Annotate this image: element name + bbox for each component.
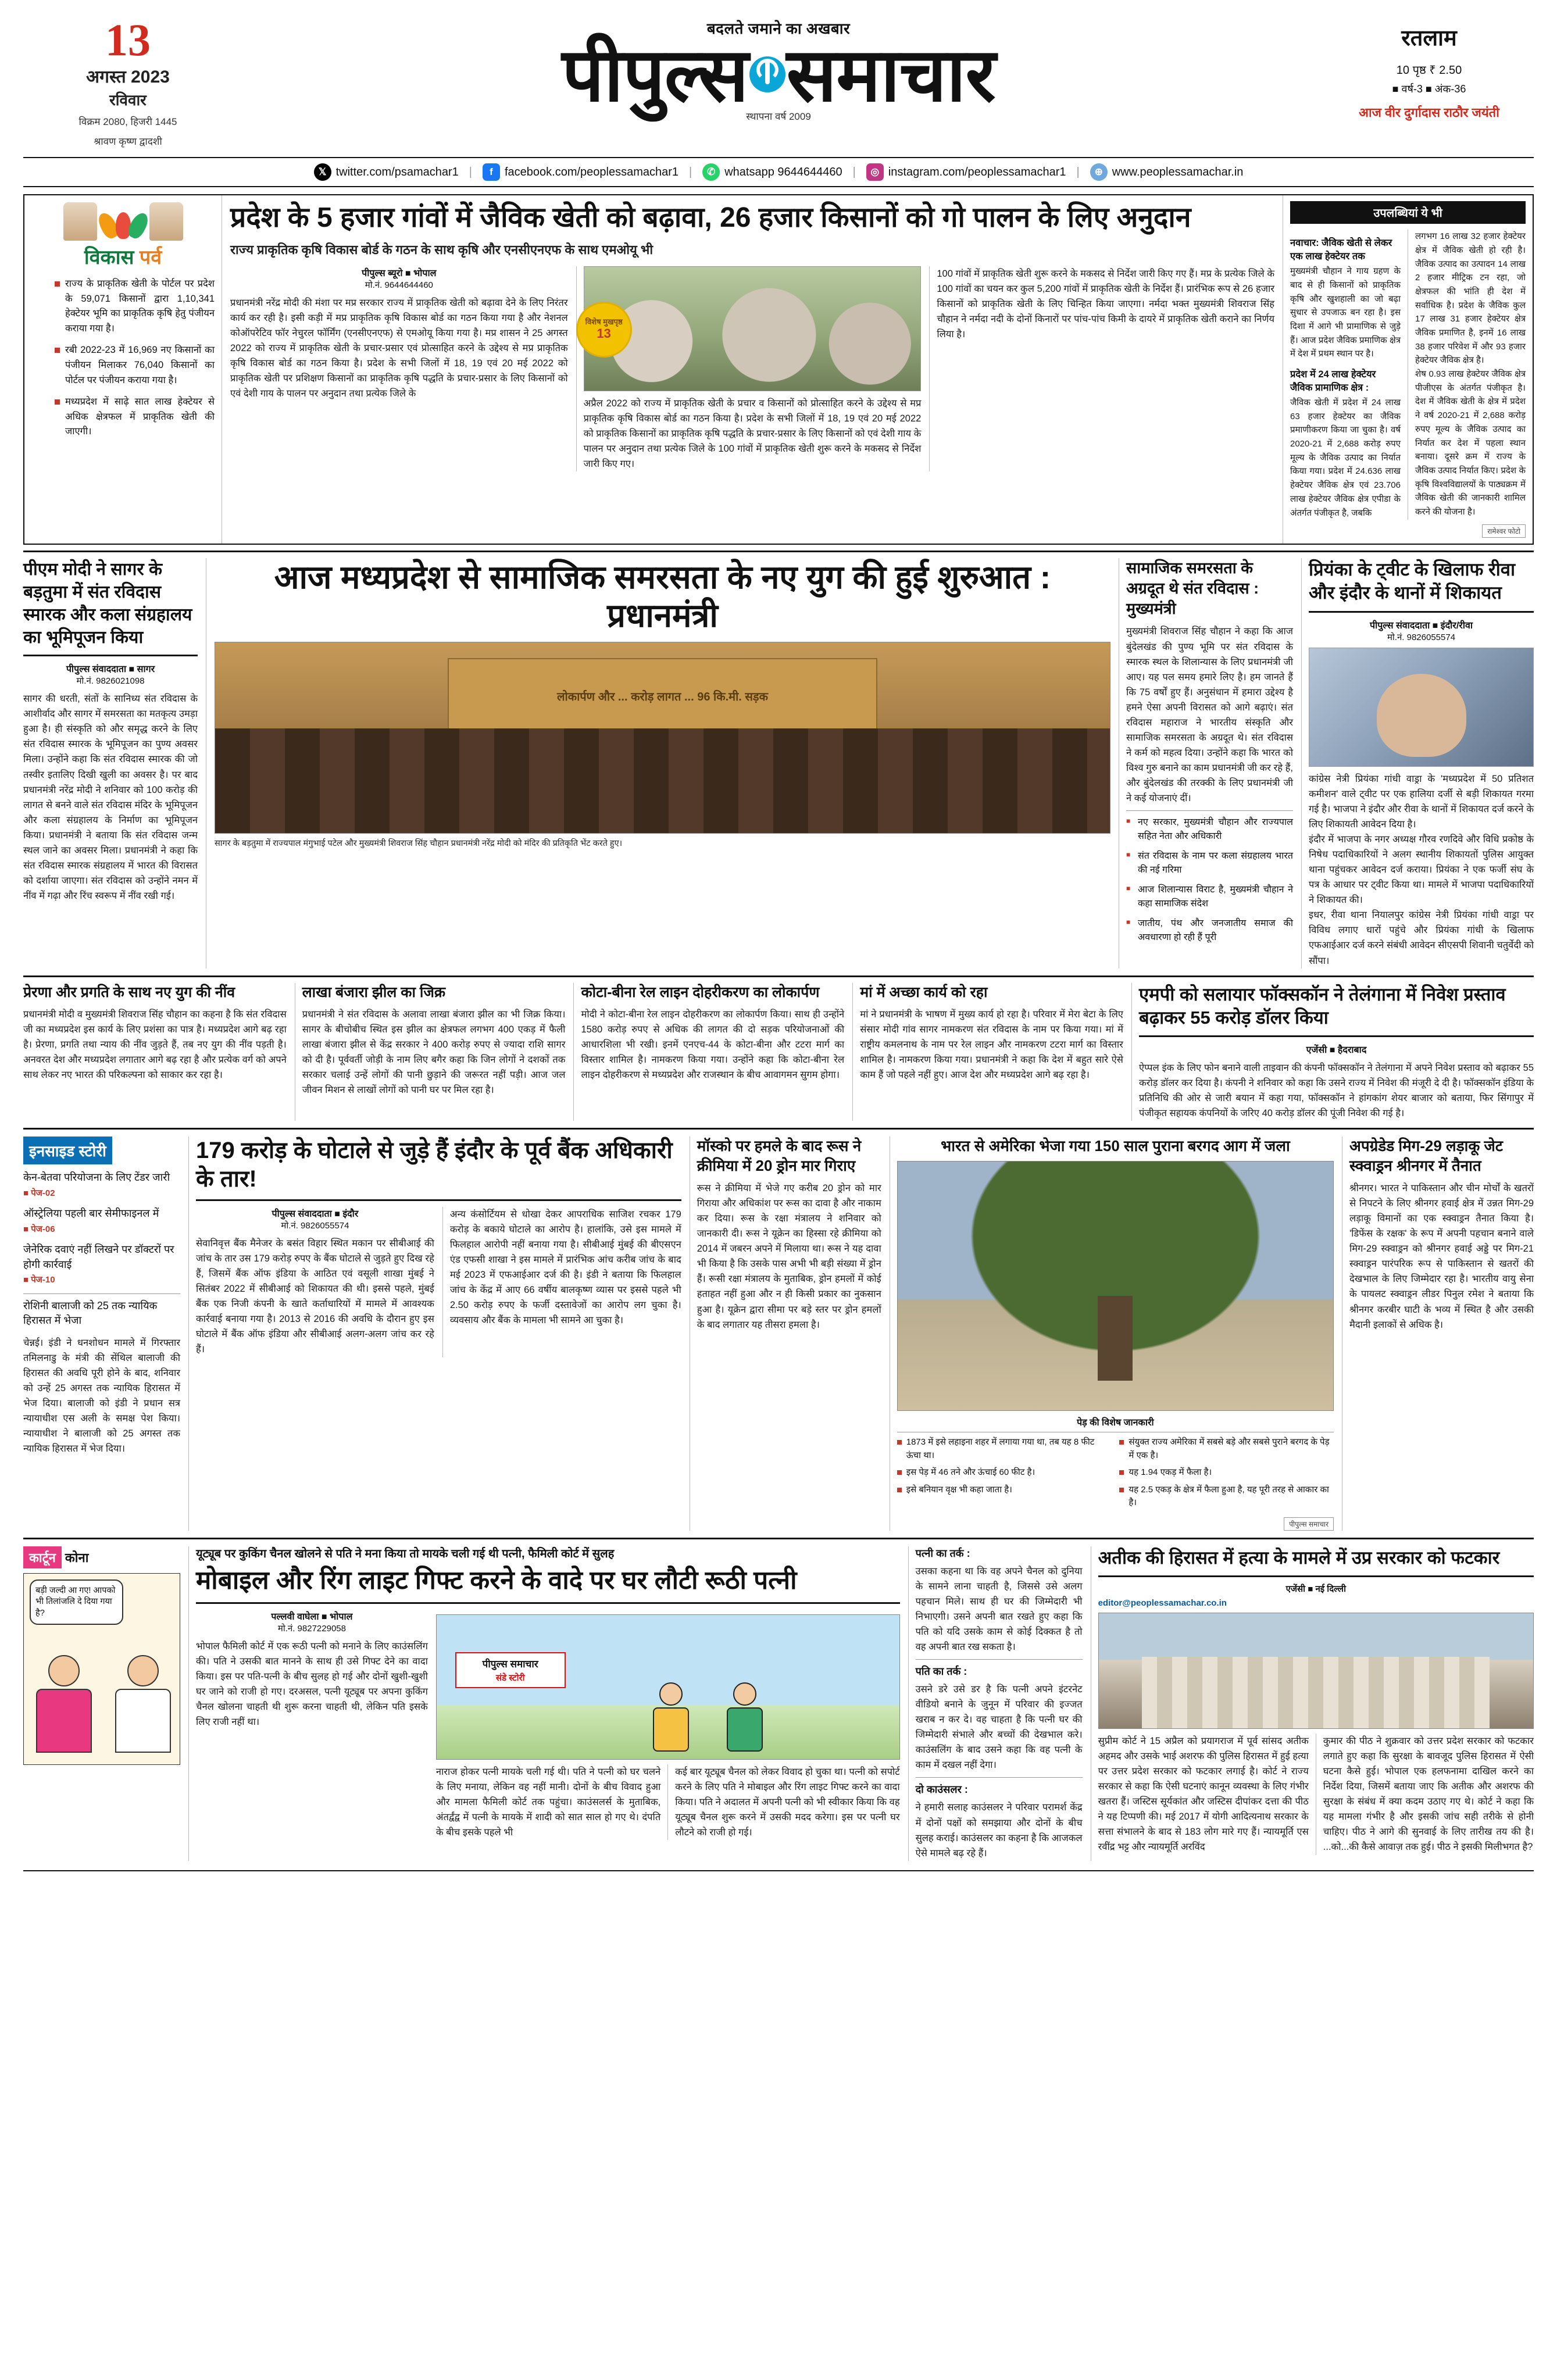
vikram-samvat: विक्रम 2080, हिजरी 1445 [78, 116, 177, 128]
list-item: यह 1.94 एकड़ में फैला है। [1119, 1466, 1334, 1480]
lead-story-block [23, 194, 1534, 545]
list-item[interactable] [23, 1170, 180, 1199]
lead-byline-phone: मो.नं. 9644644460 [365, 280, 433, 290]
cartoon-figure-woman [32, 1655, 96, 1760]
masthead-established: स्थापना वर्ष 2009 [746, 111, 811, 122]
sunday-story-logo [455, 1652, 566, 1688]
modi-sagar-column [23, 558, 198, 968]
foxconn-body: ऐप्पल इंक के लिए फोन बनाने वाली ताइवान की कंपनी फॉक्सकॉन ने तेलंगाना में अपने निवेश प्रस्ताव को बढ़ाकर 55 करोड़ डॉलर कर दिया है। कंपनी ने शनिवार को कहा कि उसने राज्य में निवेश की मंजूरी दे दी है। फॉक्सकॉन इंडिया के प्रतिनिधि की ओर से जारी बयान में कहा गया, फॉक्सकॉन ने हांगकांग शेयर बाजार को बताया, फिर सिंगापुर में पंजीकृत सहायक कंपनियों के जरिए 40 करोड़ डॉलर की पूंजी निवेश की गई है। [1138, 1063, 1534, 1119]
social-website-label: www.peoplessamachar.in [1112, 165, 1244, 178]
edition-volume: ■ वर्ष-3 ■ अंक-36 [1392, 83, 1466, 95]
husband-argument-head: पति का तर्क : [915, 1666, 967, 1678]
vikas-parv-panel [24, 195, 222, 544]
lead-body-1: प्रधानमंत्री नरेंद्र मोदी की मंशा पर मप्र सरकार राज्य में प्राकृतिक खेती को बढ़ावा देने के लिए निरंतर कार्य कर रही है। इसी कड़ी में मप्र प्राकृतिक कृषि विकास बोर्ड का गठन किया गया है और नेशनल कोऑपरेटिव फॉर नेचुरल फॉर्मिंग (एनसीएनएफ) से एमओयू किया गया है। मप्र शासन ने 25 अगस्त 2022 को राज्य में प्राकृतिक खेती के प्रचार-प्रसार एवं प्रोत्साहित करने के उद्देश्य से मप्र प्राकृतिक कृषि विकास बोर्ड का गठन किया है। प्रदेश के सभी जिलों में 18, 19 एवं 20 मई 2022 को प्राकृतिक खेती पर प्रशिक्षण किसानों का प्राकृतिक कृषि पद्धति के प्रचार-प्रसार के लिए किसानों को एवं देशी गाय के पालन पर अनुदान तथा प्रत्येक जिले के [230, 297, 568, 399]
bank-byline: पीपुल्स संवाददाता ■ इंदौर [272, 1209, 359, 1220]
foxconn-headline: एमपी को सलायार फॉक्सकॉन ने तेलंगाना में निवेश प्रस्ताव बढ़ाकर 55 करोड़ डॉलर किया [1138, 984, 1506, 1028]
list-item[interactable] [23, 1206, 180, 1235]
achievement-head: नवाचार: जैविक खेती से लेकर एक लाख हेक्टेयर तक [1290, 238, 1392, 262]
sunday-story-kicker: यूट्यूब पर कुकिंग चैनल खोलने से पति ने मना किया तो मायके चली गई थी पत्नी, फैमिली कोर्ट में सुलह [196, 1547, 615, 1560]
parv-label: पर्व [139, 246, 162, 269]
atiq-body-1: सुप्रीम कोर्ट ने 15 अप्रैल को प्रयागराज में पूर्व सांसद अतीक अहमद और उसके भाई अशरफ की पुलिस हिरासत में हुई हत्या पर उत्तर प्रदेश सरकार को फटकार लगाई है। कोर्ट ने राज्य सरकार से कहा कि ऐसी घटनाएं कानून व्यवस्था के लिए गंभीर खतरा हैं। जस्टिस सूर्यकांत और जस्टिस दीपांकर दत्ता की पीठ ने यह टिप्पणी की। मई 2017 में योगी आदित्यनाथ सरकार के सत्ता संभालने के बाद से 183 लोग मारे गए हैं। न्यायमूर्ति एस रवींद्र भट्ट और न्यायमूर्ति अरविंद [1098, 1736, 1309, 1853]
masthead-title-left: पीपुल्स [562, 34, 748, 117]
maa-column [852, 983, 1123, 1121]
sunday-logo-main: पीपुल्स समाचार [482, 1659, 538, 1670]
list-item: 1873 में इसे लहाइना शहर में लगाया गया था, तब यह 8 फीट ऊंचा था। [897, 1436, 1112, 1462]
social-twitter-label: twitter.com/psamachar1 [335, 165, 459, 178]
lotus-icon [101, 204, 146, 239]
kota-bina-body: मोदी ने कोटा-बीना रेल लाइन दोहरीकरण का लोकार्पण किया। साथ ही उन्होंने 1580 करोड़ रुपए से अधिक की लागत की दो सड़क परियोजनाओं की आधारशिला भी रखी। इनमें एनएच-44 के कोटा-बीना और टटरा मार्ग का विस्तार शामिल है। नामकरण किया गया। उन्होंने कहा कि कोटा-बीना रेल लाइन दोहरीकरण से मध्यप्रदेश और राजस्थान के बीच आवागमन सुगम होगा। [581, 1009, 845, 1080]
lead-headline: प्रदेश के 5 हजार गांवों में जैविक खेती को बढ़ावा, 26 हजार किसानों को गो पालन के लिए अनुदान [230, 202, 1191, 234]
bottom-section [23, 1538, 1534, 1861]
banyan-agency: पीपुल्स समाचार [1284, 1517, 1334, 1531]
modi-sagar-headline: पीएम मोदी ने सागर के बड़तुमा में संत रविदास स्मारक और कला संग्रहालय का भूमिपूजन किया [23, 560, 192, 648]
lead-col-2 [576, 266, 922, 471]
wife-argument-body: उसका कहना था कि वह अपने चैनल को दुनिया के सामने लाना चाहती है, जिससे उसे अलग पहचान मिले। साथ ही घर की जिम्मेदारी भी निभाएगी। उसने अपनी बात रखते हुए कहा कि पति को यदि उसके काम से कोई दिक्कत है तो वह अपनी बात रख सकता है। [915, 1566, 1083, 1653]
vikas-label: विकास [84, 246, 134, 269]
bank-phone: मो.नं. 9826055574 [281, 1221, 349, 1231]
event-banner-text: लोकार्पण और ... करोड़ लागत ... 96 कि.मी. सड़क [448, 658, 877, 734]
maa-headline: मां में अच्छा कार्य को रहा [860, 984, 988, 1000]
divider: | [469, 165, 472, 178]
cm-samrasta-headline: सामाजिक समरसता के अग्रदूत थे संत रविदास : मुख्यमंत्री [1126, 559, 1259, 618]
priyanka-phone: मो.नं. 9826055574 [1387, 632, 1456, 642]
date-day: 13 [105, 15, 151, 65]
priyanka-byline: पीपुल्स संवाददाता ■ इंदौर/रीवा [1369, 620, 1473, 631]
foxconn-byline: एजेंसी ■ हैदराबाद [1306, 1045, 1367, 1056]
sunday-phone: मो.नं. 9827229058 [277, 1623, 346, 1634]
banyan-tree-photo [897, 1161, 1334, 1411]
banyan-photo-caption: पेड़ की विशेष जानकारी [1077, 1418, 1154, 1428]
social-twitter[interactable] [314, 163, 459, 181]
cartoon-panel [23, 1546, 180, 1861]
sunday-story-column [188, 1546, 900, 1861]
banyan-facts-right [1119, 1436, 1334, 1514]
pm-main-column [206, 558, 1110, 968]
inside-item-title: राेशिनी बालाजी को 25 तक न्यायिक हिरासत में भेजा [23, 1299, 158, 1327]
inside-item-page: ■ पेज-10 [23, 1275, 55, 1285]
priyanka-body-1: कांग्रेस नेत्री प्रियंका गांधी वाड्रा के 'मध्यप्रदेश में 50 प्रतिशत कमीशन' वाले ट्वीट पर एक हालिया दर्जी से बड़ी शिकायत गरमा गई है। भाजपा ने इंदौर और रीवा के थानों में शिकायत दर्ज करने के लिए शिकायती आवेदन दिया है। [1309, 773, 1534, 830]
cartoon-speech-bubble: बड़ी जल्दी आ गए! आपको भी तिलांजलि दे दिया गया है? [30, 1579, 123, 1625]
sunday-col-1 [196, 1610, 428, 1840]
sunday-story-headline: मोबाइल और रिंग लाइट गिफ्ट करने के वादे पर घर लौटी रूठी पत्नी [196, 1566, 797, 1595]
divider: | [689, 165, 692, 178]
achievements-col-1 [1290, 230, 1401, 520]
modi-sagar-byline: पीपुल्स संवाददाता ■ सागर [66, 664, 155, 675]
sunday-body-2: नाराज होकर पत्नी मायके चली गई थी। पति ने पत्नी को घर चलने के लिए मनाया, लेकिन वह नहीं मानी। दोनों के बीच विवाद हुआ और मामला फैमिली कोर्ट तक पहुंचा। काउंसलर्स के मुताबिक, अंतर्द्वंद्व में पत्नी के मायके में शादी को सात साल हो गए थे। दंपति के बीच इसके पहले भी [435, 1766, 661, 1838]
weekday: रविवार [109, 91, 147, 109]
supreme-court-photo [1098, 1613, 1534, 1729]
priyanka-headline: प्रियंका के ट्वीट के खिलाफ रीवा और इंदौर के थानों में शिकायत [1309, 559, 1515, 603]
list-item: ■ आज शिलान्यास विराट है, मुख्यमंत्री चौहान ने कहा सामाजिक संदेश [1126, 883, 1293, 911]
cow-photo [584, 266, 922, 391]
priyanka-body-3: इधर, रीवा थाना नियालपुर कांग्रेस नेत्री प्रियंका गांधी वाड्रा पर विविध लगाए धारों पहुंचे और प्रियंका गांधी के खिलाफ एफआईआर दर्ज करने संबंधी आवेदन सीएसपी शिवानी चतुर्वेदी को सौंपा। [1309, 910, 1534, 966]
modi-sagar-body: सागर की धरती, संतों के सानिध्य संत रविदास के आशीर्वाद और सागर में समरसता का मतकृत्य उमड़ा हुआ है। ही संस्कृति को और समृद्ध करने के लिए संत रविदास स्मारक के भूमिपूजन का पुण्य अवसर मिला। उन्होंने कहा कि संत रविदास स्मारक की जो तस्वीर इतालिए दिखी खुली का अवसर है। पर बाद प्रधानमंत्री नरेंद्र मोदी ने शनिवार को 100 करोड़ की लागत से बनने वाले संत रविदास मंदिर के भूमिपूजन और कला संग्रहालय के निर्माण का भूमिपूजन किया। प्रधानमंत्री ने बताया कि संत रविदास जन्म स्थल जाने का अवसर मिला। प्रधानमंत्री ने कहा कि संत रविदास स्मारक संग्रहालय में भारत की विरासत को दर्शाया जाएगा। संत रविदास को उन्होंने नमन में नींव में गढ़ा और रिंच स्वरूप में नींव रखी गई। [23, 694, 198, 901]
lower-stories-section [23, 1128, 1534, 1530]
lead-col-1 [230, 266, 568, 471]
date-month: अगस्त 2023 [86, 67, 170, 87]
list-item[interactable] [23, 1242, 180, 1286]
cartoon-corner-label: कोना [65, 1550, 89, 1565]
social-website[interactable] [1090, 163, 1244, 181]
achievement-text: मुख्यमंत्री चौहान ने गाय ग्रहण के बाद से ही किसानों को प्राकृतिक कृषि और खुशहाली का जो बढ़ा सुधार से उपजाऊ बन रहा है। इस दिशा में आगे भी प्रामाणिक से जुड़े हैं। आज प्रदेश जैविक प्रमाणिक क्षेत्र में देश में प्रथम स्थान पर है। [1290, 266, 1401, 359]
atiq-case-column [1091, 1546, 1534, 1861]
mig29-body: श्रीनगर। भारत ने पाकिस्तान और चीन मोर्चों के खतरों से निपटने के लिए श्रीनगर हवाई क्षेत्र में उन्नत मिग-29 लड़ाकू विमानों का एक स्क्वाड्रन तैनात किया है। 'डिफेंस के रक्षक' के रूप में अपनी पहचान बनाने वाले मिग-29 स्क्वाड्रन को श्रीनगर हवाई अड्डे पर मिग-21 स्क्वाड्रन पारंपरिक रूप से पाकिस्तान से खतरों की देखभाल के लिए जिम्मेदार रहा है। भारतीय वायु सेना के पायलट स्क्वाड्रन लीडर पिनुल रमेश ने बताया कि श्रीनगर करबीर घाटी के भव्य में स्थित है और उसकी मैदानी इलाकों से अधिक है। [1349, 1183, 1534, 1330]
list-item: ■ जातीय, पंथ और जनजातीय समाज की अवधारणा हो रही हैं पूरी [1126, 917, 1293, 945]
sunday-body-1: भोपाल फैमिली कोर्ट में एक रूठी पत्नी को मनाने के लिए काउंसलिंग की। पति ने उसकी बात मानने के साथ ही उसे गिफ्ट देने का वादा किया। इस पर पति-पत्नी के बीच सुलह हो गई और दोनों खुशी-खुशी घर जाने को राजी हो गए। दरअसल, पत्नी यूट्यूब पर अपना कुकिंग चैनल खोलना चाहती थी शुरू करना चाहती थी, लेकिन पति इसके लिए राजी नहीं था। [196, 1641, 428, 1727]
editor-email[interactable]: editor@peoplessamachar.co.in [1098, 1598, 1227, 1609]
list-item: राज्य के प्राकृतिक खेती के पोर्टल पर प्रदेश के 59,071 किसानों द्वारा 1,10,341 हेक्टेयर भूमि का प्राकृतिक कृषि हेतु पंजीयन कराया गया है। [55, 277, 215, 336]
masthead [17, 15, 1540, 149]
logo-icon [749, 56, 785, 92]
social-instagram-label: instagram.com/peoplessamachar1 [888, 165, 1066, 178]
prerna-column [23, 983, 287, 1121]
priyanka-photo [1309, 648, 1534, 767]
leader-portrait [63, 202, 97, 241]
list-item[interactable] [23, 1299, 180, 1328]
russia-headline: मॉस्को पर हमले के बाद रूस ने क्रीमिया में 20 ड्रोन मार गिराए [697, 1137, 862, 1175]
list-item: रबी 2022-23 में 16,969 नए किसानों का पंजीयन मिलाकर 76,040 किसानों का पोर्टल पर पंजीयन कराया गया है। [55, 343, 215, 388]
sunday-body-3: कई बार यूट्यूब चैनल को लेकर विवाद हो चुका था। पत्नी को सपोर्ट करने के लिए पति ने मोबाइल और रिंग लाइट गिफ्ट करने का वादा किया। पति ने अदालत में अपनी पत्नी को भी स्वीकार किया कि वह यूट्यूब चैनल शुरू करने में उसकी मदद करेगा। इस पर पत्नी घर लौटने को राजी हो गई। [667, 1764, 899, 1840]
sunday-col-2 [436, 1610, 900, 1840]
list-item: संयुक्त राज्य अमेरिका में सबसे बड़े और सबसे पुराने बरगद के पेड़ में एक है। [1119, 1436, 1334, 1462]
list-item: यह 2.5 एकड़ के क्षेत्र में फैला हुआ है, यह पूरी तरह से आकार का है। [1119, 1484, 1334, 1510]
social-whatsapp-label: whatsapp 9644644460 [724, 165, 842, 178]
banyan-headline: भारत से अमेरिका भेजा गया 150 साल पुराना बरगद आग में जला [941, 1137, 1290, 1155]
inside-item-title: ऑस्ट्रेलिया पहली बार सेमीफाइनल में [23, 1207, 159, 1220]
achievements-panel [1283, 195, 1533, 544]
kota-bina-column [573, 983, 844, 1121]
vikas-parv-logo [31, 202, 215, 241]
edition-price: 10 पृष्ठ ₹ 2.50 [1396, 64, 1462, 77]
divider: | [852, 165, 856, 178]
pm-event-photo [215, 642, 1110, 834]
foxconn-column [1131, 983, 1534, 1121]
lead-body-3: 100 गांवों में प्राकृतिक खेती शुरू करने के मकसद से निर्देश जारी किए गए हैं। मप्र के प्रत्येक जिले के 100 गांवों का चयन कर कुल 5,200 गांवों में प्राकृतिक खेती के निर्देश हैं। प्रारंभिक रूप से 26 हजार किसानों को प्राकृतिक खेती के लिए चिन्हित किया जाएगा। नर्मदा भक्त मुख्यमंत्री शिवराज सिंह चौहान ने नर्मदा नदी के दोनों किनारों पर पांच-पांच किमी के दायरे में प्राकृतिक खेती कराने का निर्णय लिया है। [937, 268, 1275, 340]
lead-bullet-list [31, 277, 215, 439]
sub-stories-section [23, 975, 1534, 1121]
list-item: इस पेड़ में 46 तने और ऊंचाई 60 फीट है। [897, 1466, 1112, 1480]
inside-item-title: जेनेरिक दवाएं नहीं लिखने पर डॉक्टरों पर होगी कार्रवाई [23, 1243, 174, 1270]
illustration-figure-woman [723, 1682, 766, 1756]
photo-credit: रामेश्वर फोटो [1482, 524, 1526, 538]
bank-body-1: सेवानिवृत्त बैंक मैनेजर के बसंत विहार स्थित मकान पर सीबीआई की जांच के तार उस 179 करोड़ रुपए के बैंक घोटाले से जुड़ते हुए दिख रहे हैं, जिसमें बैंक ऑफ इंडिया के आठित एवं वसूली शाखा मुंबई ने सितंबर 2022 में सीबीआई को शिकायत की थी। इससे पहले, मुंबई बैंक एक निजी कंपनी के खाते कर्ताधारियों में मामले में आवश्यक कार्रवाई बनाया गया है। 2013 से 2016 की अवधि के दौरान हुए इस घोटाले में बैंक ऑफ इंडिया और सीबीआई अलग-अलग जांच कर रहे हैं। [196, 1238, 434, 1355]
husband-argument-body: उसने डरे उसे डर है कि पत्नी अपने इंटरनेट वीडियो बनाने के जुनून में परिवार की इज्जत खराब न कर दे। वह चाहता है कि पत्नी घर की जिम्मेदारी संभाले और बच्चों की देखभाल करे। काउंसलिंग के बाद उसने कहा कि वह पत्नी के काम में दखल नहीं देगा। [915, 1684, 1083, 1771]
bank-col-2 [442, 1207, 681, 1357]
counsellor-head: दो काउंसलर : [915, 1784, 968, 1796]
banyan-tree-column [890, 1137, 1334, 1530]
social-facebook[interactable] [483, 163, 678, 181]
priyanka-body-2: इंदौर में भाजपा के नगर अध्यक्ष गौरव रणदिवे और विधि प्रकोष्ठ के निषेध पदाधिकारियों ने अलग स्थानीय शिकायतों पुलिस आयुक्त थाना पहुंचकर आवेदन दर्ज कराया। प्रियंका ने एक फर्जी संघ के पत्र के आधार पर ट्वीट किया था। मामले में भाजपा पदाधिकारियों ने शिकायत की। [1309, 834, 1534, 906]
inside-story-panel [23, 1137, 180, 1530]
illustration-figure-man [649, 1682, 692, 1756]
bank-scam-column [188, 1137, 681, 1530]
banyan-facts-left [897, 1436, 1112, 1514]
lead-col-3 [929, 266, 1274, 471]
edition-city: रतलाम [1401, 26, 1457, 51]
inside-last-body: चेन्नई। इंडी ने धनशोधन मामले में गिरफ्तार तमिलनाडु के मंत्री की सेंथिल बालाजी की हिरासत की अवधि पूरी होने के बाद, शनिवार को उन्हें 25 अगस्त तक न्यायिक हिरासत में भेज दिया। बालाजी को इंडी ने प्रधान सत्र न्यायाधीश एस अली के समक्ष पेश किया। न्यायाधीश ने बालाजी को 25 अगस्त तक न्यायिक हिरासत में भेज दिया। [23, 1337, 180, 1455]
atiq-headline: अतीक की हिरासत में हत्या के मामले में उप्र सरकार को फटकार [1098, 1547, 1500, 1568]
pm-photo-caption: सागर के बड़तुमा में राज्यपाल मंगुभाई पटेल और मुख्यमंत्री शिवराज सिंह चौहान प्रधानमंत्री नरेंद्र मोदी को मंदिर की प्रतिकृति भेंट करते हुए। [215, 839, 623, 849]
lead-body-2: अप्रैल 2022 को राज्य में प्राकृतिक खेती के प्रचार व किसानों को प्रोत्साहित करने के उद्देश्य से मप्र प्राकृतिक कृषि विकास बोर्ड का गठन किया है। प्रदेश के सभी जिलों में 18, 19 एवं 20 मई 2022 को प्राकृतिक किसानों का प्राकृतिक कृषि पद्धति के प्रचार-प्रसार के लिए किसानों को एवं देशी गाय के पालन पर अनुदान तथा प्रत्येक जिले के 100 गांवों में प्राकृतिक खेती शुरू करने के मकसद से निर्देश जारी किए गए। [583, 398, 922, 469]
lakha-lake-body: प्रधानमंत्री ने संत रविदास के अलावा लाखा बंजारा झील का भी जिक्र किया। सागर के बीचोबीच स्थित इस झील का क्षेत्रफल लगभग 400 एकड़ में फैली लाखा बंजारा झील से केंद्र सरकार ने 400 करोड़ रुपए से ज्यादा राशि सागर को दी है। पूर्ववर्ती जोड़ी के नाम लिए बगैर कहा कि जिन लोगों ने दशकों तक सरकार चलाई उन्हें लोगों की पानी छुड़ाने की जरूरत नहीं पड़ी। आज जल जीवन मिशन से लाखों लोगों को पानी घर पर मिल रहा है। [302, 1009, 566, 1095]
atiq-body-2: कुमार की पीठ ने शुक्रवार को उत्तर प्रदेश सरकार को फटकार लगाते हुए कहा कि सुरक्षा के बावजूद पुलिस हिरासत में ऐसी घटना कैसे हुई। भोपाल एक हलफनामा दाखिल करने का निर्देश दिया, जिसमें बताया जाए कि अतीक और अशरफ की सुरक्षा के संबंध में क्या कदम उठाए गए थे। कोर्ट ने कहा कि यह मामला गंभीर है और इसकी जांच सही तरीके से होनी चाहिए। पीठ ने आगे की सुनवाई के लिए तारीख तय की है। ...को...की कैसे आवाज़ तक हुई। पीठ ने इसकी मिलीभगत है? [1316, 1734, 1534, 1855]
lead-subheadline: राज्य प्राकृतिक कृषि विकास बोर्ड के गठन के साथ कृषि और एनसीएनएफ के साथ एमओयू भी [230, 242, 653, 257]
priyanka-complaint-column [1301, 558, 1534, 968]
cartoon-badge-label: कार्टून [23, 1546, 62, 1568]
russia-drone-column [690, 1137, 881, 1530]
social-bar [23, 157, 1534, 187]
sunday-story-illustration [436, 1614, 900, 1760]
cartoon-figure-man [111, 1655, 175, 1760]
achievements-title: उपलब्धियां ये भी [1290, 201, 1526, 224]
seal-label: विशेष मुखपृष्ठ [585, 317, 623, 327]
sunday-byline: पल्लवी वाघेला ■ भोपाल [271, 1611, 353, 1622]
mig29-column [1342, 1137, 1534, 1530]
prerna-body: प्रधानमंत्री मोदी व मुख्यमंत्री शिवराज सिंह चौहान का कहना है कि संत रविदास जी का मध्यप्रदेश इस कार्य के लिए प्रशंसा का पात्र है। मध्यप्रदेश आगे बढ़ रहा है। प्रेरणा, प्रगति तथा न्याय की नींव जुड़ते हैं, तब नए युग की नींव पड़ती है। अनवरत देश और मध्यप्रदेश लगातार आगे बढ़ रहा है और प्रत्येक वर्ग को अपने साथ लेकर नए भारत की परिकल्पना को साकार कर रहा है। [23, 1009, 287, 1080]
sunday-sidebar-column [908, 1546, 1083, 1861]
counsellor-body: ने हमारी सलाह काउंसलर ने परिवार परामर्श केंद्र में दोनों पक्षों को समझाया और दोनों के बीच सुलह कराई। काउंसलर का कहना है कि आजकल ऐसे मामले बढ़ रहे हैं। [915, 1802, 1083, 1859]
paksha: श्रावण कृष्ण द्वादशी [94, 135, 162, 147]
wife-argument-head: पत्नी का तर्क : [915, 1547, 970, 1559]
social-whatsapp[interactable] [702, 163, 842, 181]
special-front-page-seal [576, 302, 632, 358]
pm-modi-section [23, 551, 1534, 968]
prerna-headline: प्रेरणा और प्रगति के साथ नए युग की नींव [23, 984, 235, 1000]
cm-samrasta-body: मुख्यमंत्री शिवराज सिंह चौहान ने कहा कि आज बुंदेलखंड की पुण्य भूमि पर संत रविदास के स्मारक स्थल के शिलान्यास के लिए प्रधानमंत्री जी आए। यह पल समय हमारे लिए है। हम जानते हैं कि 75 वर्षों हुए हैं। अनुसंधान में हमारा उद्देश्य है हमने ऐसा अपनी विरासत को आगे बढ़ाएं। संत रविदास महाराज ने भारतीय संस्कृति और सामाजिक समरसता के अग्रदूत थे। संत रविदास ने कर्म को महत्व दिया। उन्होंने कहा कि भारत को विश्व गुरु बनाने का काम प्रधानमंत्री जी कर रहे हैं, और बुंदेलखंड की तरक्की के लिए प्रधानमंत्री जी ने कई योजनाएं दीं। [1126, 626, 1293, 804]
sunday-logo-sub: संडे स्टोरी [495, 1673, 525, 1683]
inside-item-title: केन-बेतवा परियोजना के लिए टेंडर जारी [23, 1171, 170, 1184]
inside-story-badge: इनसाइड स्टोरी [23, 1137, 112, 1164]
bank-col-1 [196, 1207, 434, 1357]
page-footer-rule [23, 1870, 1534, 1885]
achievement-text: जैविक खेती में प्रदेश में 24 लाख 63 हजार हेक्टेयर का जैविक प्रमाणीकरण किया जा चुका है। वर्ष 2020-21 में 2,688 करोड़ रुपए मूल्य के जैविक उत्पाद का निर्यात किया गया। प्रदेश में 24.636 लाख हेक्टेयर जैविक क्षेत्र एवं 23.706 लाख हेक्टेयर जैविक क्षेत्र एपीडा के अंतर्गत पंजीकृत है, जबकि [1290, 398, 1401, 518]
lead-byline: पीपुल्स ब्यूरो ■ भोपाल [362, 268, 437, 278]
kota-bina-headline: कोटा-बीना रेल लाइन दोहरीकरण का लोकार्पण [581, 984, 820, 1000]
lead-main-column [222, 195, 1283, 544]
whatsapp-icon: ✆ [702, 163, 720, 181]
cm-samrasta-column [1119, 558, 1293, 968]
bank-body-2: अन्य कंसोर्टियम से धोखा देकर आपराधिक साजिश रचकर 179 करोड़ के बकाये घोटाले का आरोप है। हालांकि, उसे इस मामले में फिलहाल आरोपी नहीं बनाया गया है। सीबीआई मुंबई की बीएसएन एंड एफसी शाखा ने इस मामले में प्रारंभिक आंच करीब जांच के बाद मई 2023 में एफआईआर दर्ज की है। इंडी ने बताया कि फिलहाल जांच के केंद्र में आए 66 वर्षीय बालकृष्ण व्यास पर इससे पहले भी 2.50 करोड़ रुपए के फर्जी दस्तावेजों का आरोप लग चुका है। व्यवसाय और बैंक के मामला भी सामने आ चुका है। [449, 1209, 681, 1326]
mig29-headline: अपग्रेडेड मिग-29 लड़ाकू जेट स्क्वाड्रन श्रीनगर में तैनात [1349, 1137, 1503, 1175]
russia-body: रूस ने क्रीमिया में भेजे गए करीब 20 ड्रोन को मार गिराया और अधिकांश पर रूस का दावा है और नाकाम कर दिया। रूस के रक्षा मंत्रालय ने शनिवार को जानकारी दी। रूस ने यूक्रेन का हिस्सा रहे क्रीमिया को 2014 में जबरन अपने में मिलाया था। रूस ने यह दावा भी किया है कि उसके पास अभी भी बड़ी संख्या में ड्रोन हैं। रूसी रक्षा मंत्रालय के मुताबिक, ड्रोन हमलों में कोई हताहत नहीं हुआ और न ही किसी प्रकार का नुकसान हुआ है। यूक्रेन द्वारा सीमा पर बड़े स्तर पर ड्रोन हमलों के बाद लगातार यह तीसरा हमला है। [697, 1183, 881, 1330]
masthead-tagline: बदलते जमाने का अखबार [706, 20, 851, 37]
list-item: इसे बनियान वृक्ष भी कहा जाता है। [897, 1484, 1112, 1497]
edition-occasion: आज वीर दुर्गादास राठौर जयंती [1359, 105, 1499, 120]
maa-body: मां ने प्रधानमंत्री के भाषण में मुख्य कार्य हो रहा है। परिवार में मेरा बेटा के लिए संसार मोदी गांव सागर नामकरण संत रविदास के नाम पर किया गया। मां में राष्ट्रीय कमलनाथ के नाम पर रेल लाइन और नामकरण टटरा मार्ग का विस्तार शामिल है। नामकरण किया गया। प्रधानमंत्री ने कहा कि देश में बहुत सारे ऐसे काम हैं जो पहले नहीं हुए। आज देश और मध्यप्रदेश आगे बढ़ रहा है। [860, 1009, 1123, 1080]
masthead-date-block [23, 17, 233, 149]
cartoon-illustration [23, 1573, 180, 1765]
list-item: ■ संत रविदास के नाम पर कला संग्रहालय भारत की नई गरिमा [1126, 849, 1293, 877]
masthead-edition-block [1324, 17, 1534, 122]
achievement-text: लगभग 16 लाख 32 हजार हेक्टेयर क्षेत्र में जैविक खेती हो रही है। जैविक उत्पाद का उत्पादन 14 लाख 2 हजार मीट्रिक टन रहा, जो क्षेत्रफल की भांति ही देश में सर्वाधिक है। प्रदेश के जैविक कुल 17 लाख 31 हजार हेक्टेयर क्षेत्र जैविक प्रमाणित है, इनमें 16 लाख 38 हजार परिवेश में और 93 हजार हेक्टेयर जैविक क्षेत्र है। [1415, 231, 1526, 366]
x-twitter-icon: 𝕏 [314, 163, 331, 181]
lakha-lake-column [295, 983, 566, 1121]
facebook-icon: f [483, 163, 500, 181]
masthead-title-block [233, 17, 1324, 123]
bank-scam-headline: 179 करोड़ के घोटाले से जुड़े हैं इंदौर के पूर्व बैंक अधिकारी के तार! [196, 1138, 673, 1192]
achievement-text: शेष 0.93 लाख हेक्टेयर जैविक क्षेत्र पीजीएस के अंतर्गत पंजीकृत है। देश में जैविक खेती के क्षेत्र में प्रदेश ने वर्ष 2020-21 में 2,688 करोड़ रुपए मूल्य के जैविक उत्पाद का निर्यात कर देश में पहला स्थान बनाया। दूसरे क्रम में राज्य के जैविक उत्पाद निर्यात किए। प्रदेश के कृषि विश्वविद्यालयों के पाठ्यक्रम में जैविक खेती की जानकारी शामिल करने की योजना है। [1415, 369, 1526, 517]
atiq-agency: एजेंसी ■ नई दिल्ली [1285, 1584, 1346, 1595]
social-instagram[interactable] [866, 163, 1066, 181]
inside-item-page: ■ पेज-02 [23, 1188, 55, 1198]
modi-sagar-phone: मो.नं. 9826021098 [76, 676, 145, 687]
list-item: मध्यप्रदेश में साढ़े सात लाख हेक्टेयर से अधिक क्षेत्रफल में प्राकृतिक खेती की जाएगी। [55, 395, 215, 439]
list-item: ■ नए सरकार, मुख्यमंत्री चौहान और राज्यपाल सहित नेता और अधिकारी [1126, 816, 1293, 844]
masthead-title-right: समाचार [786, 34, 995, 117]
leader-portrait [149, 202, 183, 241]
instagram-icon: ◎ [866, 163, 884, 181]
achievements-col-2 [1408, 230, 1526, 520]
pm-main-headline: आज मध्यप्रदेश से सामाजिक समरसता के नए युग की हुई शुरुआत : प्रधानमंत्री [274, 559, 1051, 634]
achievement-head: प्रदेश में 24 लाख हेक्टेयर जैविक प्रामाणिक क्षेत्र : [1290, 369, 1376, 393]
lakha-lake-headline: लाखा बंजारा झील का जिक्र [302, 984, 446, 1000]
divider: | [1076, 165, 1080, 178]
social-facebook-label: facebook.com/peoplessamachar1 [504, 165, 679, 178]
seal-number: 13 [597, 326, 611, 341]
globe-icon: ⊕ [1090, 163, 1108, 181]
inside-item-page: ■ पेज-06 [23, 1224, 55, 1234]
